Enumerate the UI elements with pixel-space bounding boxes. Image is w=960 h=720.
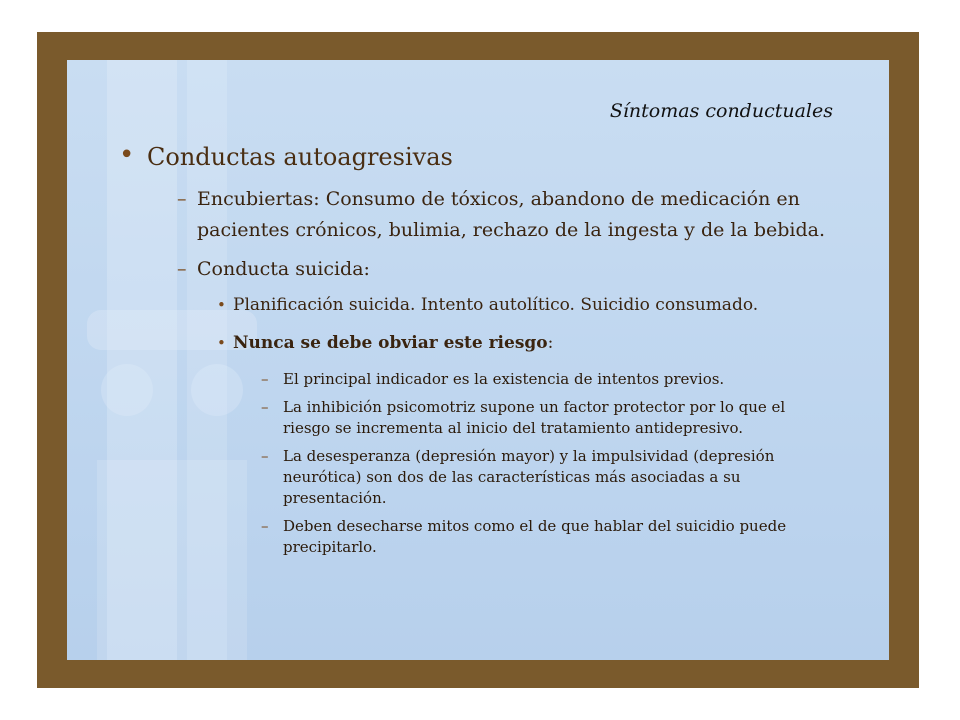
emphasis-suffix: : <box>547 333 554 353</box>
heading-item <box>111 142 831 172</box>
slide-content <box>111 142 831 565</box>
dash-marker: – <box>261 370 269 388</box>
sub-item-desesperanza <box>111 446 831 509</box>
list-item-encubiertas <box>111 184 831 246</box>
sub-item-text: El principal indicador es la existencia de intentos previos. <box>283 370 725 388</box>
sub-item-indicador <box>111 369 831 390</box>
sub-item-text: La inhibición psicomotriz supone un factor protector por lo que el riesgo se incrementa al inicio del tratamiento antidepresivo. <box>283 398 786 437</box>
slide-panel <box>67 60 889 660</box>
dash-marker: – <box>261 398 269 416</box>
list-item-nunca-obviar <box>111 331 831 355</box>
dash-marker: – <box>177 188 187 210</box>
dash-marker: – <box>177 258 187 280</box>
list-item-text: Encubiertas: Consumo de tóxicos, abandono de medicación en pacientes crónicos, bulimia, rechazo de la ingesta y de la bebida. <box>197 188 826 241</box>
bullet-marker: • <box>217 296 226 314</box>
sub-item-inhibicion <box>111 397 831 439</box>
slide-heading: Conductas autoagresivas <box>147 143 453 171</box>
dash-marker: – <box>261 447 269 465</box>
sub-item-text: Deben desecharse mitos como el de que hablar del suicidio puede precipitarlo. <box>283 517 787 556</box>
list-item-planificacion <box>111 293 831 317</box>
bullet-marker: • <box>217 334 226 352</box>
sub-item-mitos <box>111 516 831 558</box>
sub-item-text: La desesperanza (depresión mayor) y la impulsividad (depresión neurótica) son dos de las características más asociadas a su presentación. <box>283 447 775 507</box>
bullet-marker: • <box>119 140 135 170</box>
slide-frame <box>37 32 919 688</box>
list-item-conducta-suicida <box>111 254 831 285</box>
slide-subtitle: Síntomas conductuales <box>609 100 833 122</box>
emphasis-text: Nunca se debe obviar este riesgo <box>233 333 548 353</box>
list-item-text: Conducta suicida: <box>197 258 370 280</box>
dash-marker: – <box>261 517 269 535</box>
list-item-text: Planificación suicida. Intento autolítico. Suicidio consumado. <box>233 295 759 315</box>
